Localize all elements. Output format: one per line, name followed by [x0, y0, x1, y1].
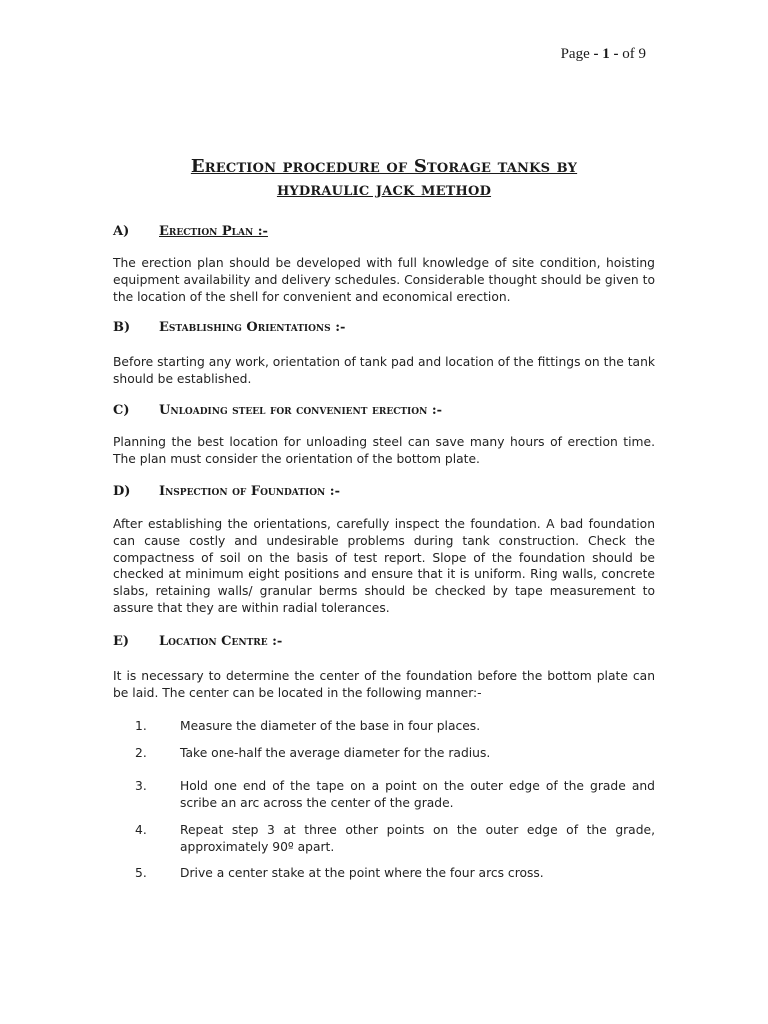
page-indicator [561, 46, 646, 63]
step-number: 3. [135, 779, 147, 793]
step-text: Measure the diameter of the base in four places. [180, 719, 481, 733]
page-current: - 1 - [593, 46, 619, 62]
title-line-2: hydraulic jack method [276, 179, 492, 200]
list-item [113, 718, 655, 735]
section-c-text: Planning the best location for unloading steel can save many hours of erection time. The plan must consider the orientation of the bottom plate. [113, 435, 655, 466]
section-letter: D) [113, 484, 131, 499]
section-b-heading [113, 320, 345, 335]
section-title: Location Centre :- [159, 634, 283, 649]
page-prefix: Page [560, 46, 594, 62]
step-text: Hold one end of the tape on a point on the outer edge of the grade and scribe an arc across the center of the grade. [180, 779, 655, 810]
step-number: 2. [135, 746, 147, 760]
section-letter: A) [113, 224, 130, 239]
section-d-text: After establishing the orientations, carefully inspect the foundation. A bad foundation can cause costly and undesirable problems during tank construction. Check the compactness of soil on the basis of test report. Slope of the foundation should be checked at minimum eight positions and ensure that it is uniform. Ring walls, concrete slabs, retaining walls/ granular berms should be checked by tape measurement to assure that they are within radial tolerances. [113, 517, 655, 615]
section-letter: C) [113, 403, 130, 418]
step-number: 1. [135, 719, 147, 733]
section-d-heading [113, 484, 340, 499]
section-title: Erection Plan :- [159, 224, 268, 239]
step-number: 5. [135, 866, 147, 880]
section-c-heading [113, 403, 442, 418]
step-number: 4. [135, 823, 147, 837]
step-text: Take one-half the average diameter for the radius. [180, 746, 491, 760]
section-a-text: The erection plan should be developed with full knowledge of site condition, hoisting equipment availability and delivery schedules. Considerable thought should be given to the location of the shell for convenient and economical erection. [113, 256, 655, 304]
section-letter: E) [113, 634, 130, 649]
section-a-heading [113, 224, 268, 239]
step-text: Drive a center stake at the point where the four arcs cross. [180, 866, 544, 880]
document-title [0, 155, 768, 201]
section-letter: B) [113, 320, 131, 335]
step-text: Repeat step 3 at three other points on the outer edge of the grade, approximately 90º apart. [180, 823, 655, 854]
section-title: Unloading steel for convenient erection :- [159, 403, 443, 418]
list-item [113, 865, 655, 882]
section-title: Inspection of Foundation :- [159, 484, 340, 499]
list-item [113, 745, 655, 762]
list-item [113, 778, 655, 812]
section-e-heading [113, 634, 282, 649]
section-title: Establishing Orientations :- [159, 320, 346, 335]
list-item [113, 822, 655, 856]
section-b-text: Before starting any work, orientation of tank pad and location of the fittings on the tank should be established. [113, 355, 655, 386]
section-e-text: It is necessary to determine the center of the foundation before the bottom plate can be laid. The center can be located in the following manner:- [113, 669, 655, 700]
title-line-1: Erection procedure of Storage tanks by [190, 156, 578, 177]
page-suffix: of 9 [618, 46, 646, 62]
